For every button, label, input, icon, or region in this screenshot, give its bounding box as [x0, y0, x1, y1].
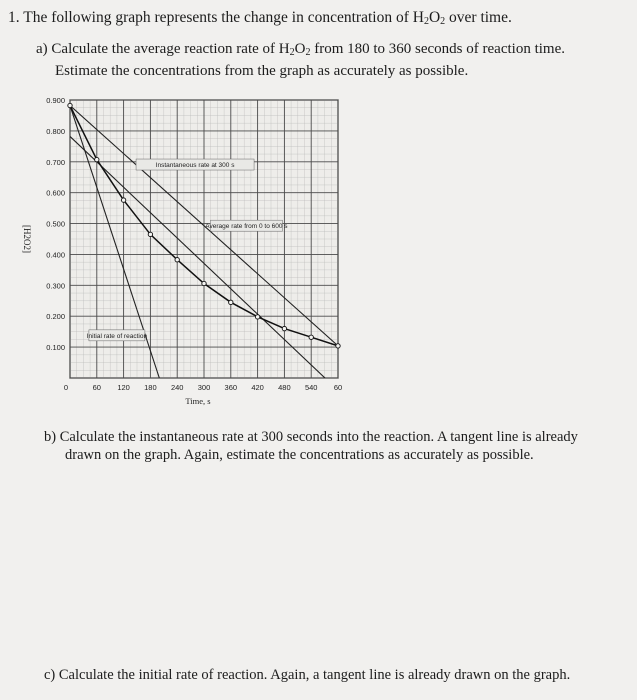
data-point	[282, 326, 286, 330]
x-tick-label: 360	[224, 383, 238, 392]
y-tick-label: 0.800	[46, 126, 65, 136]
question-text-1: The following graph represents the change in concentration of H	[23, 9, 424, 26]
data-point	[202, 281, 206, 285]
x-tick-label: 480	[278, 383, 291, 392]
annotation-label: Instantaneous rate at 300 s	[155, 162, 235, 170]
y-tick-label: 0.900	[46, 96, 65, 105]
x-tick-label: 120	[117, 383, 130, 392]
y-tick-label: 0.300	[46, 281, 65, 291]
x-tick-label: 540	[304, 383, 318, 392]
x-tick-label: 180	[144, 383, 157, 392]
y-tick-label: 0.500	[46, 219, 65, 229]
x-tick-label: 60	[333, 383, 343, 392]
data-point	[229, 300, 233, 304]
question-text-2: O	[428, 9, 441, 26]
part-a-line-2: Estimate the concentrations from the graph as accurately as possible.	[55, 63, 469, 79]
data-point	[121, 198, 125, 202]
part-b-line-2: drawn on the graph. Again, estimate the concentrations as accurately as possible.	[65, 447, 534, 463]
data-point	[148, 232, 152, 236]
y-tick-label: 0.600	[46, 188, 65, 198]
x-tick-label: 60	[92, 383, 101, 392]
y-tick-label: 0.700	[46, 157, 65, 167]
question-number: 1.	[8, 9, 20, 26]
data-point	[95, 157, 99, 161]
part-c: c) Calculate the initial rate of reaction. Again, a tangent line is already drawn on the graph.	[44, 667, 571, 683]
x-tick-label: 240	[170, 383, 184, 392]
subscript-2a: 2	[423, 16, 429, 27]
annotation-label: Initial rate of reaction	[86, 332, 148, 340]
y-tick-label: 0.400	[46, 250, 65, 260]
y-tick-label: 0.200	[46, 312, 65, 322]
x-tick-label: 420	[251, 383, 264, 392]
y-axis-label: [H2O2]	[22, 225, 32, 253]
x-axis-label: Time, s	[185, 396, 211, 406]
data-point	[255, 315, 259, 319]
annotation-label: Average rate from 0 to 600 s	[205, 223, 288, 231]
y-tick-label: 0.100	[46, 343, 65, 353]
part-a-label: a)	[36, 41, 48, 57]
question-text-3: over time.	[445, 9, 512, 26]
x-tick-label: 0	[63, 383, 69, 392]
part-a-text-3: from 180 to 360 seconds of reaction time.	[310, 41, 565, 57]
part-a-sub-2: 2	[305, 47, 311, 58]
data-point	[336, 344, 340, 348]
subscript-2b: 2	[440, 16, 446, 27]
data-point	[175, 257, 179, 261]
part-b-line-1: b) Calculate the instantaneous rate at 300 seconds into the reaction. A tangent line is already	[44, 429, 578, 445]
part-a-text-1: Calculate the average reaction rate of H	[51, 41, 290, 57]
data-point	[68, 103, 72, 107]
x-tick-label: 300	[197, 383, 211, 392]
data-point	[309, 335, 313, 339]
part-a-text-2: O	[294, 41, 306, 57]
part-a-sub-1: 2	[289, 47, 295, 58]
